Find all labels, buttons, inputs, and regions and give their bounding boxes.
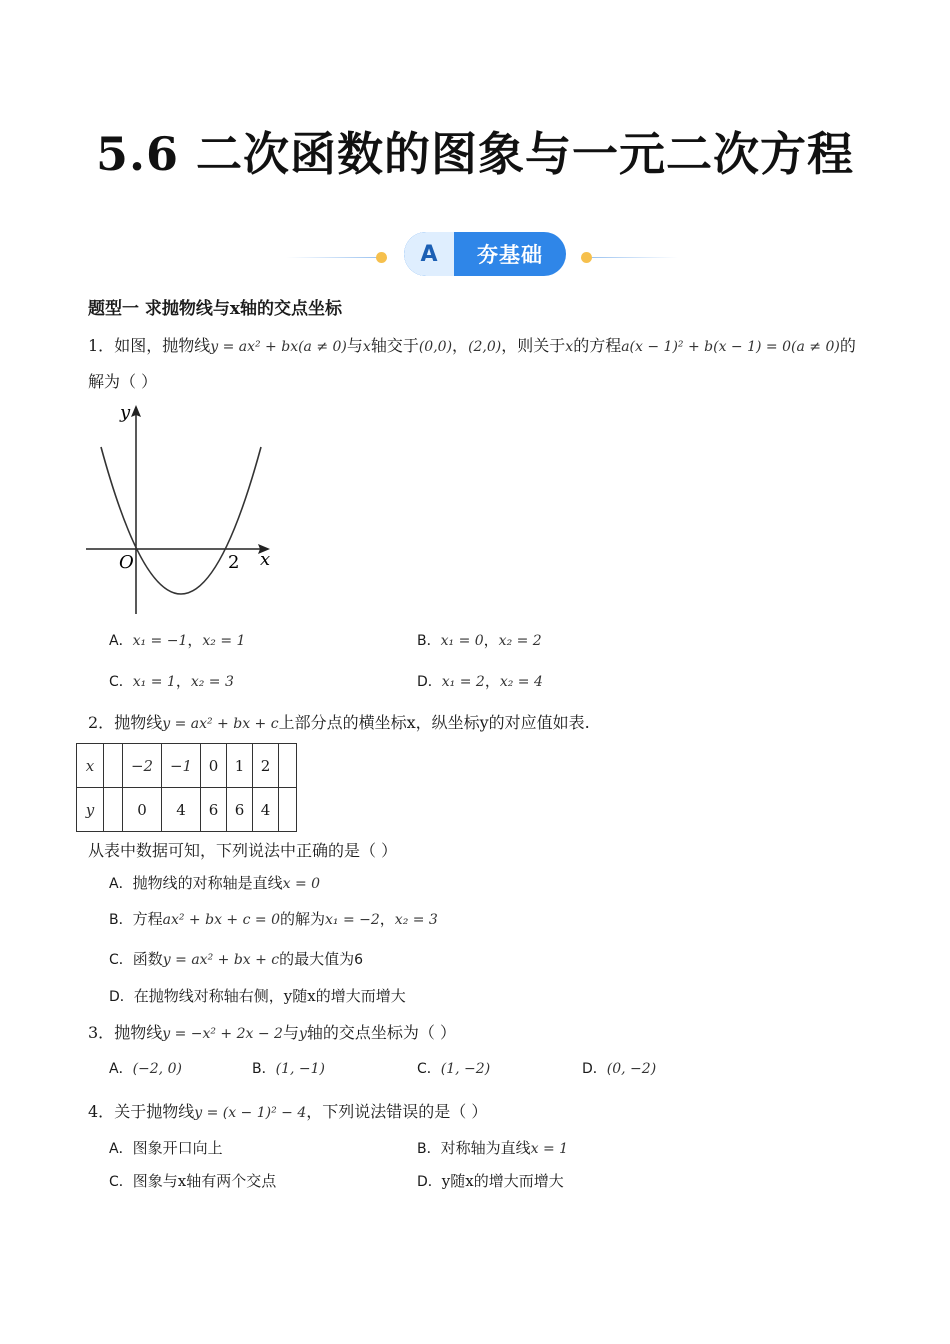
q1-option-a-sep: ， [187, 631, 203, 649]
q2-option-b-math2: x₁ = −2 [325, 912, 380, 928]
banner-dot-right [581, 252, 592, 263]
q3-option-c-letter: C． [417, 1061, 441, 1077]
q1-option-c-letter: C． [109, 674, 133, 690]
q2-option-c-math: y = ax² + bx + c [162, 952, 280, 968]
table-cell: 4 [162, 788, 201, 832]
q4-option-b-math: x = 1 [530, 1141, 569, 1157]
table-row-y [77, 788, 297, 832]
q1-text-e: 的方程 [573, 336, 622, 355]
q1-option-c-sep: ， [175, 672, 191, 690]
q3-text-b: 与 [282, 1023, 299, 1042]
origin-label: O [119, 552, 134, 573]
table-row-x [77, 744, 297, 788]
q1-var-x: x [362, 339, 371, 355]
parabola-graph [84, 400, 284, 620]
q4-option-a-text: 图象开口向上 [132, 1139, 223, 1157]
table-cell: 0 [123, 788, 162, 832]
q4-option-c-letter: C． [109, 1174, 133, 1190]
table-cell: x [77, 744, 104, 788]
q1-option-b-sep: ， [483, 631, 499, 649]
q4-option-b[interactable] [417, 1137, 568, 1158]
q3-option-d-letter: D． [582, 1061, 607, 1077]
q1-option-b-letter: B． [417, 633, 441, 649]
q1-option-a-v1: x₁ = −1 [132, 633, 188, 649]
q3-option-b-math: (1, −1) [275, 1061, 325, 1077]
q1-option-b-v1: x₁ = 0 [440, 633, 484, 649]
q1-option-c[interactable] [109, 670, 234, 691]
question-3 [88, 1020, 456, 1043]
q2-option-b-math3: x₂ = 3 [394, 912, 438, 928]
q2-number: 2． [88, 713, 115, 732]
q1-option-a-v2: x₂ = 1 [202, 633, 246, 649]
q2-text-a: 抛物线 [114, 713, 163, 732]
q2-option-c-text-a: 函数 [132, 950, 163, 968]
q3-option-a-letter: A． [109, 1061, 133, 1077]
q3-var-y: y [298, 1026, 307, 1042]
q4-option-b-text: 对称轴为直线 [440, 1139, 531, 1157]
q1-comma: ， [452, 336, 469, 355]
q3-option-c[interactable] [417, 1058, 490, 1078]
q2-option-b-letter: B． [109, 912, 133, 928]
table-cell: −2 [123, 744, 162, 788]
x-axis-label: x [260, 549, 271, 570]
table-cell [104, 788, 123, 832]
question-4 [88, 1099, 487, 1122]
q1-text-f: 的 [839, 336, 856, 355]
question-2-line-1 [88, 710, 590, 733]
q3-number: 3． [88, 1023, 115, 1042]
q4-option-c-text: 图象与x轴有两个交点 [132, 1172, 277, 1190]
table-cell: 2 [253, 744, 279, 788]
q2-option-d-letter: D． [109, 989, 134, 1005]
y-axis-label: y [120, 402, 131, 423]
q3-option-a[interactable] [109, 1058, 182, 1078]
banner-letter: A [404, 232, 454, 276]
q4-option-d[interactable] [417, 1170, 564, 1191]
q2-option-a-math: x = 0 [282, 876, 321, 892]
question-2-prompt: 从表中数据可知，下列说法中正确的是（ ） [88, 841, 398, 860]
q2-option-b-text-a: 方程 [132, 910, 163, 928]
q3-option-d[interactable] [582, 1058, 656, 1078]
q4-text-a: 关于抛物线 [114, 1102, 195, 1121]
q3-option-c-math: (1, −2) [440, 1061, 491, 1077]
q1-var-x-2: x [565, 339, 574, 355]
q1-text-c: 轴交于 [370, 336, 419, 355]
q3-option-b[interactable] [252, 1058, 325, 1078]
q1-option-b[interactable] [417, 629, 542, 650]
q1-option-b-v2: x₂ = 2 [498, 633, 542, 649]
q2-option-c-value: 6 [354, 952, 364, 968]
q4-option-d-text: y随x的增大而增大 [441, 1172, 564, 1190]
table-cell: 6 [201, 788, 227, 832]
question-1-line-2: 解为（ ） [88, 372, 158, 391]
q2-option-c-text-b: 的最大值为 [279, 950, 355, 968]
q2-option-a[interactable] [109, 872, 320, 893]
q2-option-d[interactable] [109, 985, 406, 1006]
q1-point-2: (2,0) [468, 339, 502, 355]
q2-option-b-math1: ax² + bx + c = 0 [162, 912, 280, 928]
q4-option-b-letter: B． [417, 1141, 441, 1157]
table-cell [279, 744, 297, 788]
q1-option-d[interactable] [417, 670, 543, 691]
value-table [76, 743, 297, 832]
q2-text-b: 上部分点的横坐标x，纵坐标y的对应值如表. [278, 713, 590, 732]
q4-text-b: ，下列说法错误的是（ ） [306, 1102, 488, 1121]
table-cell: 4 [253, 788, 279, 832]
banner-dot-left [376, 252, 387, 263]
table-cell: 0 [201, 744, 227, 788]
q3-equation: y = −x² + 2x − 2 [162, 1026, 283, 1042]
q4-number: 4． [88, 1102, 115, 1121]
table-cell: y [77, 788, 104, 832]
q4-option-a[interactable] [109, 1137, 223, 1158]
q2-option-d-text: 在抛物线对称轴右侧，y随x的增大而增大 [133, 987, 406, 1005]
table-cell: 1 [227, 744, 253, 788]
q1-option-a[interactable] [109, 629, 245, 650]
q3-text-a: 抛物线 [114, 1023, 163, 1042]
q1-option-d-v2: x₂ = 4 [499, 674, 543, 690]
q1-option-d-v1: x₁ = 2 [441, 674, 485, 690]
q3-option-d-math: (0, −2) [606, 1061, 657, 1077]
question-1-line-1 [88, 333, 856, 356]
q1-text-b: 与 [346, 336, 363, 355]
q1-option-c-v1: x₁ = 1 [132, 674, 176, 690]
q2-equation: y = ax² + bx + c [162, 716, 279, 732]
q1-point-1: (0,0) [418, 339, 453, 355]
q3-text-c: 轴的交点坐标为（ ） [306, 1023, 456, 1042]
table-cell [104, 744, 123, 788]
q1-text-d: ，则关于 [501, 336, 566, 355]
tick-label-2: 2 [228, 552, 240, 573]
table-cell [279, 788, 297, 832]
table-cell: 6 [227, 788, 253, 832]
q2-option-b[interactable] [109, 908, 438, 929]
q2-option-b-text-b: 的解为 [279, 910, 325, 928]
q4-option-d-letter: D． [417, 1174, 442, 1190]
q1-text-a: 如图，抛物线 [114, 336, 211, 355]
level-banner [404, 232, 566, 276]
q1-number: 1． [88, 336, 115, 355]
q4-option-a-letter: A． [109, 1141, 133, 1157]
section-heading: 题型一 求抛物线与x轴的交点坐标 [88, 299, 343, 319]
banner-line-right [592, 257, 678, 258]
q3-option-b-letter: B． [252, 1061, 276, 1077]
q1-option-d-sep: ， [484, 672, 500, 690]
q1-option-c-v2: x₂ = 3 [190, 674, 234, 690]
page-title: 5.6 二次函数的图象与一元二次方程 [95, 127, 855, 181]
q4-option-c[interactable] [109, 1170, 276, 1191]
q2-option-c[interactable] [109, 948, 363, 969]
banner-line-left [286, 257, 378, 258]
q4-equation: y = (x − 1)² − 4 [194, 1105, 307, 1121]
q2-option-b-sep: ， [379, 910, 395, 928]
q1-option-a-letter: A． [109, 633, 133, 649]
q2-option-a-letter: A． [109, 876, 133, 892]
q1-option-d-letter: D． [417, 674, 442, 690]
q1-equation: y = ax² + bx(a ≠ 0) [210, 339, 347, 355]
q2-option-c-letter: C． [109, 952, 133, 968]
q1-equation-2: a(x − 1)² + b(x − 1) = 0(a ≠ 0) [621, 339, 840, 355]
q3-option-a-math: (−2, 0) [132, 1061, 182, 1077]
table-cell: −1 [162, 744, 201, 788]
banner-label: 夯基础 [477, 243, 543, 267]
q2-option-a-text: 抛物线的对称轴是直线 [132, 874, 283, 892]
